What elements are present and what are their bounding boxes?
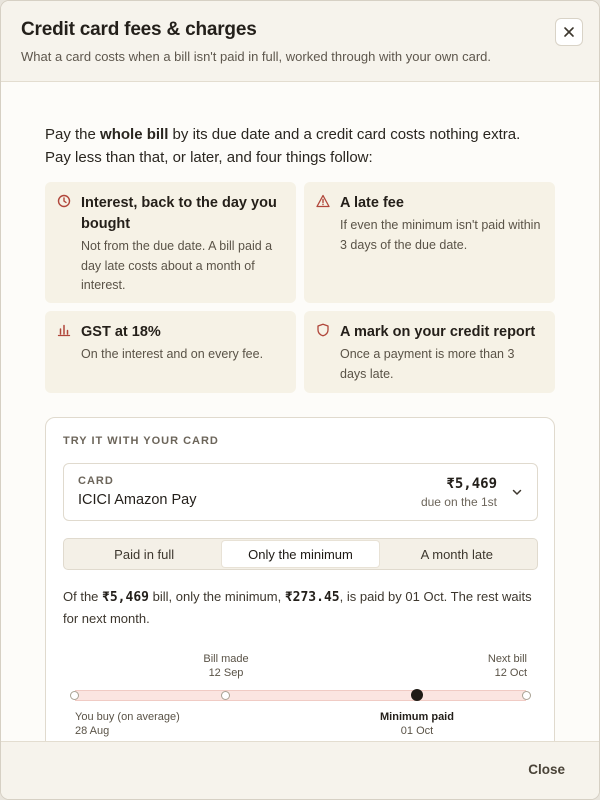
timeline-dot-next	[522, 691, 531, 700]
dialog-body	[1, 83, 599, 742]
warning-icon	[316, 194, 330, 208]
tab-month-late[interactable]: A month late	[420, 546, 493, 562]
dialog-subtitle: What a card costs when a bill isn't paid in full, worked through with your own card.	[21, 49, 491, 64]
tile-desc: If even the minimum isn't paid within 3 days of the due date.	[340, 218, 541, 252]
tile-title: A late fee	[340, 195, 404, 211]
tile-interest	[45, 182, 296, 303]
close-button[interactable]: Close	[528, 762, 565, 777]
tile-title: Interest, back to the day you bought	[81, 195, 277, 232]
dialog-footer	[1, 741, 599, 799]
chevron-down-icon	[511, 486, 523, 498]
timeline-label-next: Next bill 12 Oct	[487, 653, 527, 679]
tile-late-fee	[304, 182, 555, 303]
try-it-label: TRY IT WITH YOUR CARD	[63, 435, 219, 447]
timeline-label-buy: You buy (on average) 28 Aug	[75, 711, 180, 737]
tile-desc: On the interest and on every fee.	[81, 347, 264, 361]
tile-title: A mark on your credit report	[340, 324, 536, 340]
tile-credit-report	[304, 311, 555, 393]
tab-only-minimum[interactable]: Only the minimum	[222, 541, 378, 567]
fees-dialog	[1, 1, 599, 799]
timeline-label-bill: Bill made 12 Sep	[203, 653, 249, 679]
tile-title: GST at 18%	[81, 324, 161, 340]
clock-icon	[57, 194, 71, 208]
tile-gst	[45, 311, 296, 393]
tile-desc: Once a payment is more than 3 days late.	[340, 347, 515, 381]
dialog-title: Credit card fees & charges	[21, 19, 257, 40]
intro-text: Pay the whole bill by its due date and a credit card costs nothing extra. Pay less than that, or later, and four things follow:	[45, 126, 521, 166]
timeline-bar	[75, 690, 526, 701]
timeline-dot-paid	[411, 689, 423, 701]
card-name: ICICI Amazon Pay	[78, 492, 197, 508]
tab-paid-in-full[interactable]: Paid in full	[114, 546, 175, 562]
timeline-dot-buy	[70, 691, 79, 700]
close-icon	[563, 26, 575, 38]
scenario-explanation: Of the ₹5,469 bill, only the minimum, ₹273.45, is paid by 01 Oct. The rest waits for next month.	[63, 589, 532, 626]
card-label: CARD	[78, 475, 114, 487]
dialog-header	[1, 1, 599, 82]
payment-timeline	[46, 648, 554, 742]
shield-icon	[316, 323, 330, 337]
scenario-tabs	[63, 538, 538, 570]
bill-amount: ₹5,469	[446, 476, 497, 492]
bar-chart-icon	[57, 323, 71, 337]
timeline-dot-bill	[221, 691, 230, 700]
due-text: due on the 1st	[420, 495, 497, 509]
card-select[interactable]	[63, 463, 538, 521]
try-it-panel	[45, 417, 555, 742]
close-icon-button[interactable]	[555, 18, 583, 46]
timeline-label-paid: Minimum paid 01 Oct	[380, 711, 454, 737]
tile-desc: Not from the due date. A bill paid a day late costs about a month of interest.	[81, 239, 273, 292]
